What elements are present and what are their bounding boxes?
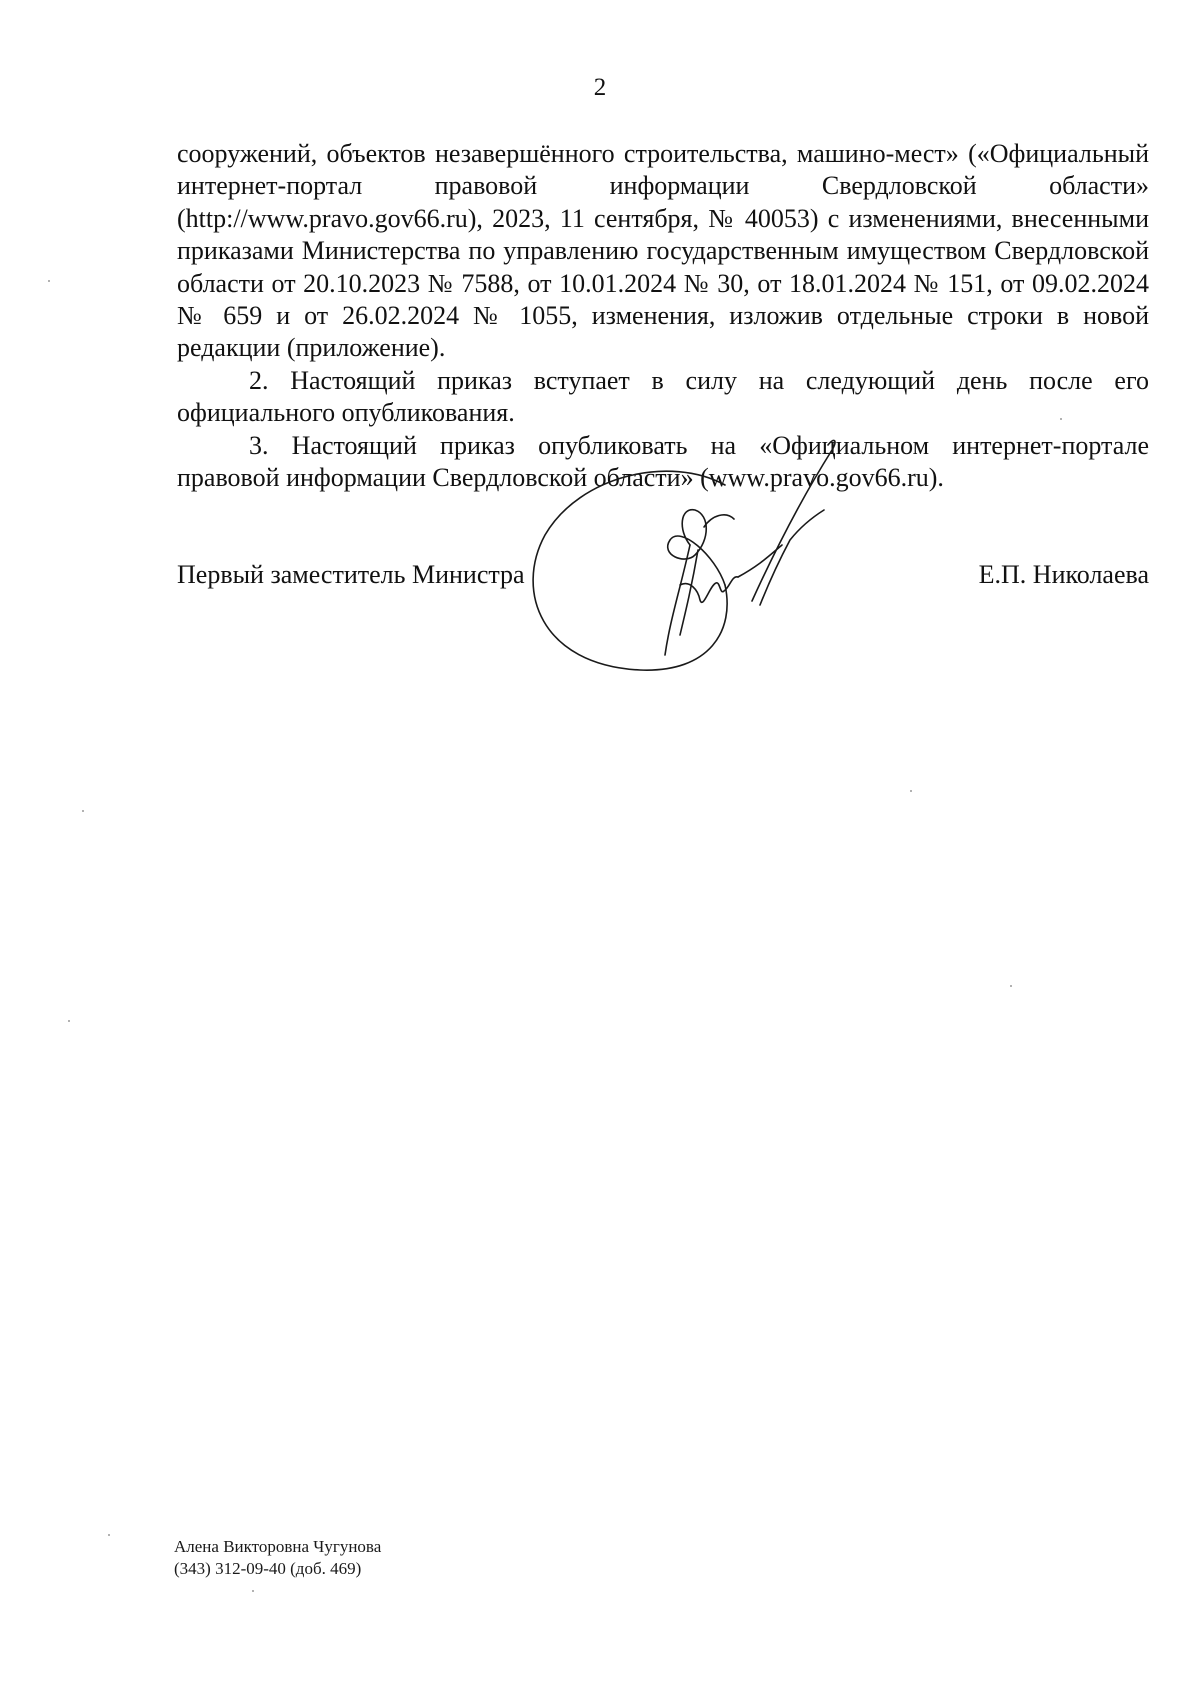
signature-row (177, 558, 1149, 598)
scan-speck (48, 280, 50, 282)
scan-speck (910, 790, 912, 792)
scan-speck (1060, 418, 1062, 420)
scan-speck (68, 1020, 70, 1022)
scan-speck (252, 1590, 254, 1592)
paragraph-item-2: 2. Настоящий приказ вступает в силу на следующий день после его официального опубликования. (177, 365, 1149, 428)
executor-name: Алена Викторовна Чугунова (174, 1537, 382, 1556)
executor-phone: (343) 312-09-40 (доб. 469) (174, 1559, 362, 1578)
paragraph-item-3: 3. Настоящий приказ опубликовать на «Официальном интернет-портале правовой информации Свердловской области» (www.pravo.gov66.ru). (177, 430, 1149, 493)
paragraph-continuation: сооружений, объектов незавершённого строительства, машино-мест» («Официальный интернет-портал правовой информации Свердловской области» (http://www.pravo.gov66.ru), 2023, 11 сентября, № 40053) с изменениями, внесенными приказами Министерства по управлению государственным имуществом Свердловской области от 20.10.2023 № 7588, от 10.01.2024 № 30, от 18.01.2024 № 151, от 09.02.2024 № 659 и от 26.02.2024 № 1055, изменения, изложив отдельные строки в новой редакции (приложение). (177, 139, 1149, 363)
scan-speck (82, 810, 84, 812)
document-body (177, 138, 1149, 494)
scan-speck (1010, 985, 1012, 987)
executor-contact (174, 1536, 381, 1580)
scan-speck (108, 1534, 110, 1536)
signatory-position: Первый заместитель Министра (177, 560, 525, 589)
page-number: 2 (593, 74, 607, 101)
signatory-name: Е.П. Николаева (978, 560, 1149, 589)
